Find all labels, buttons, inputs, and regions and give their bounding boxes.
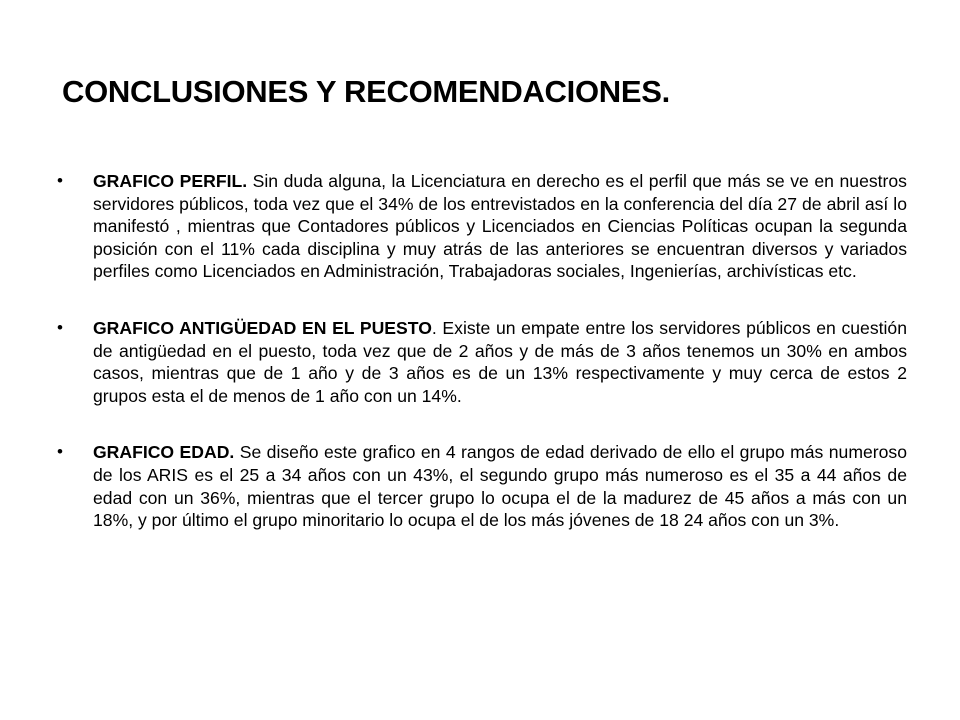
bullet-list [57,170,907,566]
bullet-label: GRAFICO PERFIL. [93,171,248,191]
bullet-item-antiguedad [57,317,907,407]
bullet-text: Sin duda alguna, la Licenciatura en derecho es el perfil que más se ve en nuestros servidores públicos, toda vez que el 34% de los entrevistados en la conferencia del día 27 de abril así lo manifestó , mientras que Contadores públicos y Licenciados en Ciencias Políticas ocupan la segunda posición con el 11% cada disciplina y muy atrás de las anteriores se encuentran diversos y variados perfiles como Licenciados en Administración, Trabajadoras sociales, Ingenierías, archivísticas etc. [93,171,907,282]
bullet-label: GRAFICO ANTIGÜEDAD EN EL PUESTO [93,317,432,338]
slide-title: CONCLUSIONES Y RECOMENDACIONES. [62,74,670,109]
bullet-marker: • [57,317,63,337]
bullet-text: . Existe un empate entre los servidores públicos en cuestión de antigüedad en el puesto, toda vez que de 2 años y de más de 3 años tenemos un 30% en ambos casos, mientras que de 1 año y de 3 años es de un 13% respectivamente y muy cerca de estos 2 grupos esta el de menos de 1 año con un 14%. [93,317,907,406]
bullet-marker: • [57,171,63,190]
bullet-text: Se diseño este grafico en 4 rangos de edad derivado de ello el grupo más numeroso de los ARIS es el 25 a 34 años con un 43%, el segundo grupo más numeroso es el 35 a 44 años de edad con un 36%, mientras que el tercer grupo lo ocupa el de la madurez de 45 años a más con un 18%, y por último el grupo minoritario lo ocupa el de los más jóvenes de 18 24 años con un 3%. [93,442,908,531]
bullet-item-perfil [57,170,907,283]
bullet-item-edad [57,441,907,531]
bullet-marker: • [57,442,63,462]
bullet-label: GRAFICO EDAD. [93,442,235,463]
